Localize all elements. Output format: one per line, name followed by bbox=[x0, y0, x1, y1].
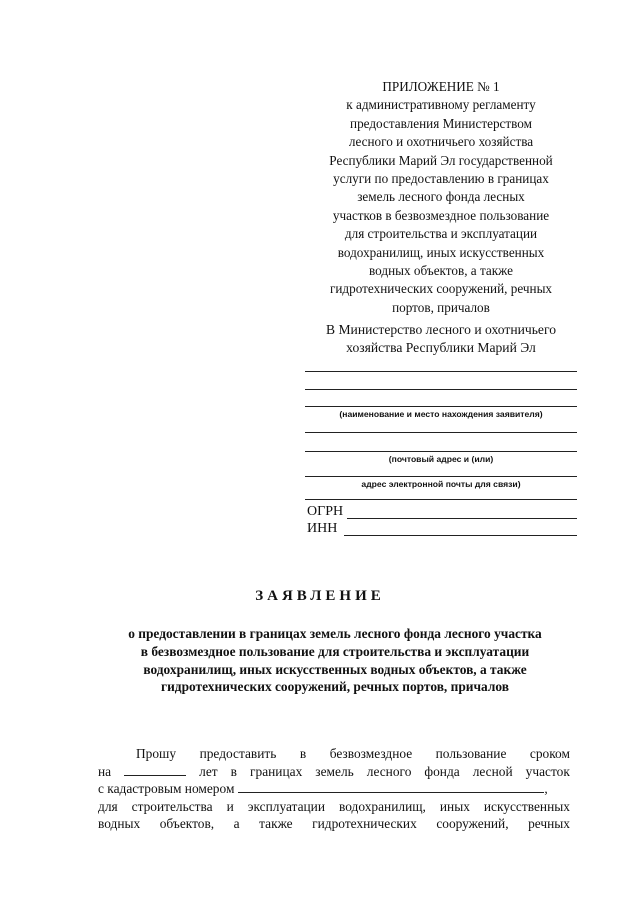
appendix-line: водных объектов, а также bbox=[369, 263, 513, 279]
body-line: для строительства и эксплуатации водохранилищ, иных искусственных bbox=[98, 798, 570, 814]
appendix-line: лесного и охотничьего хозяйства bbox=[348, 134, 534, 150]
applicant-name-caption: (наименование и место нахождения заявителя) bbox=[339, 409, 543, 419]
body-line: Прошу предоставить в безвозмездное пользование сроком bbox=[136, 746, 570, 761]
appendix-header bbox=[305, 78, 577, 317]
appendix-title: ПРИЛОЖЕНИЕ № 1 bbox=[382, 79, 500, 94]
subtitle-line: о предоставлении в границах земель лесного фонда лесного участка bbox=[128, 626, 542, 641]
applicant-postal-field[interactable] bbox=[305, 432, 577, 433]
applicant-postal-field[interactable] bbox=[305, 451, 577, 452]
body-line: водных объектов, а также гидротехнических сооружений, речных bbox=[98, 816, 570, 832]
appendix-line: к административному регламенту bbox=[346, 97, 536, 113]
subtitle-line: гидротехнических сооружений, речных портов, причалов bbox=[161, 679, 509, 695]
statement-body bbox=[98, 745, 570, 833]
appendix-line: гидротехнических сооружений, речных bbox=[329, 281, 553, 297]
applicant-email-field[interactable] bbox=[305, 476, 577, 477]
term-years-field[interactable] bbox=[124, 763, 186, 776]
applicant-name-field[interactable] bbox=[305, 389, 577, 390]
body-line: с кадастровым номером , bbox=[98, 781, 548, 797]
body-line: на лет в границах земель лесного фонда лесной участок bbox=[98, 763, 570, 779]
inn-label: ИНН bbox=[307, 521, 338, 536]
ogrn-label: ОГРН bbox=[307, 504, 344, 519]
applicant-postal-caption: (почтовый адрес и (или) bbox=[388, 454, 494, 464]
appendix-line: участков в безвозмездное пользование bbox=[332, 207, 550, 223]
applicant-email-field[interactable] bbox=[305, 499, 577, 500]
statement-title: ЗАЯВЛЕНИЕ bbox=[255, 588, 385, 604]
recipient-line: хозяйства Республики Марий Эл bbox=[346, 339, 536, 355]
applicant-name-field[interactable] bbox=[305, 371, 577, 372]
inn-field[interactable] bbox=[344, 535, 577, 536]
statement-subtitle bbox=[90, 625, 580, 696]
appendix-line: водохранилищ, иных искусственных bbox=[337, 244, 545, 260]
cadastral-number-field[interactable] bbox=[238, 780, 544, 793]
recipient-line: В Министерство лесного и охотничьего bbox=[326, 322, 556, 337]
subtitle-line: в безвозмездное пользование для строительства и эксплуатации bbox=[140, 643, 530, 659]
appendix-line: Республики Марий Эл государственной bbox=[329, 152, 553, 168]
appendix-line: предоставления Министерством bbox=[350, 115, 532, 131]
appendix-line: портов, причалов bbox=[392, 299, 490, 315]
recipient-block bbox=[305, 321, 577, 356]
ogrn-field[interactable] bbox=[347, 518, 577, 519]
appendix-line: земель лесного фонда лесных bbox=[357, 189, 525, 205]
appendix-line: услуги по предоставлению в границах bbox=[333, 171, 549, 187]
subtitle-line: водохранилищ, иных искусственных водных объектов, а также bbox=[143, 661, 527, 677]
applicant-name-field[interactable] bbox=[305, 406, 577, 407]
applicant-email-caption: адрес электронной почты для связи) bbox=[361, 479, 521, 489]
appendix-line: для строительства и эксплуатации bbox=[344, 226, 538, 242]
